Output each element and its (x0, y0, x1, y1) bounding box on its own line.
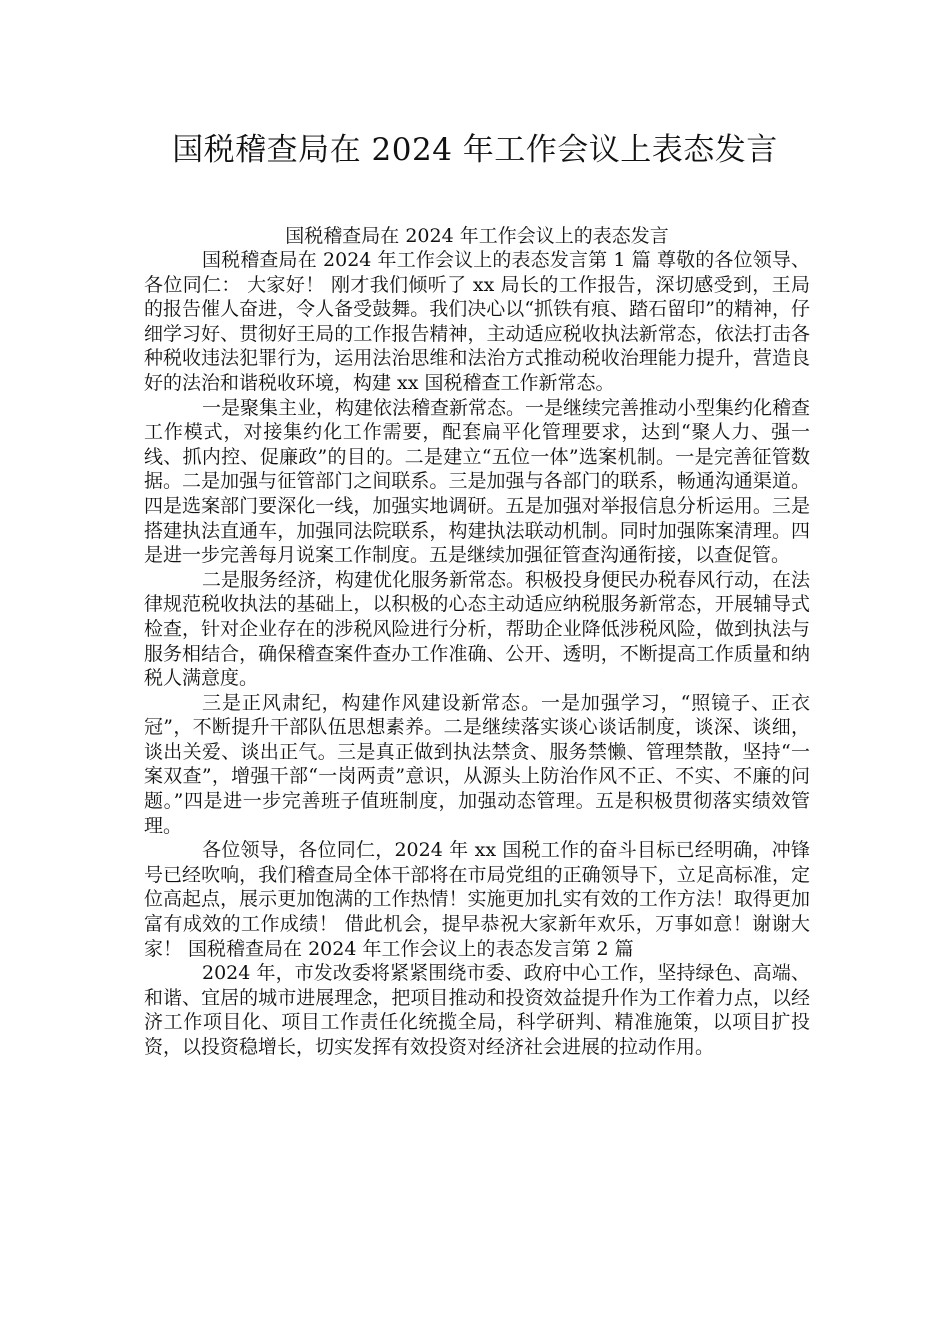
paragraph-second-article: 2024 年，市发改委将紧紧围绕市委、政府中心工作，坚持绿色、高端、和谐、宜居的城市进展理念，把项目推动和投资效益提升作为工作着力点，以经济工作项目化、项目工作责任化统揽全局，科学研判、精准施策，以项目扩投资，以投资稳增长，切实发挥有效投资对经济社会进展的拉动作用。 (144, 962, 810, 1058)
paragraph-point-three: 三是正风肃纪，构建作风建设新常态。一是加强学习，“照镜子、正衣冠”，不断提升干部队伍思想素养。二是继续落实谈心谈话制度，谈深、谈细，谈出关爱、谈出正气。三是真正做到执法禁贪、服务禁懒、管理禁散，坚持“一案双查”，增强干部“一岗两责”意识，从源头上防治作风不正、不实、不廉的问题。”四是进一步完善班子值班制度，加强动态管理。五是积极贯彻落实绩效管理。 (144, 691, 810, 837)
document-subtitle: 国税稽查局在 2024 年工作会议上的表态发言 (285, 225, 669, 247)
paragraph-opening: 国税稽查局在 2024 年工作会议上的表态发言第 1 篇 尊敬的各位领导、各位同仁： 大家好！ 刚才我们倾听了 xx 局长的工作报告，深切感受到，王局的报告催人奋进，令人备受鼓舞。我们决心以“抓铁有痕、踏石留印”的精神，仔细学习好、贯彻好王局的工作报告精神，主动适应税收执法新常态，依法打击各种税收违法犯罪行为，运用法治思维和法治方式推动税收治理能力提升，营造良好的法治和谐税收环境，构建 xx 国税稽查工作新常态。 (144, 249, 810, 394)
paragraph-point-one: 一是聚集主业，构建依法稽查新常态。一是继续完善推动小型集约化稽查工作模式，对接集约化工作需要，配套扁平化管理要求，达到“聚人力、强一线、抓内控、促廉政”的目的。二是建立“五位一体”选案机制。一是完善征管数据。二是加强与征管部门之间联系。三是加强与各部门的联系，畅通沟通渠道。四是选案部门要深化一线，加强实地调研。五是加强对举报信息分析运用。三是搭建执法直通车，加强同法院联系，构建执法联动机制。同时加强陈案清理。四是进一步完善每月说案工作制度。五是继续加强征管查沟通衔接，以查促管。 (144, 396, 811, 567)
paragraph-closing: 各位领导，各位同仁，2024 年 xx 国税工作的奋斗目标已经明确，冲锋号已经吹响，我们稽查局全体干部将在市局党组的正确领导下，立足高标准，定位高起点，展示更加饱满的工作热情！实施更加扎实有效的工作方法！取得更加富有成效的工作成绩！ 借此机会，提早恭祝大家新年欢乐，万事如意！谢谢大家！ 国税稽查局在 2024 年工作会议上的表态发言第 2 篇 (144, 839, 810, 960)
document-body (144, 224, 810, 1060)
document-title: 国税稽查局在 2024 年工作会议上表态发言 (172, 132, 778, 168)
paragraph-point-two: 二是服务经济，构建优化服务新常态。积极投身便民办税春风行动，在法律规范税收执法的基础上，以积极的心态主动适应纳税服务新常态，开展辅导式检查，针对企业存在的涉税风险进行分析，帮助企业降低涉税风险，做到执法与服务相结合，确保稽查案件查办工作准确、公开、透明，不断提高工作质量和纳税人满意度。 (144, 568, 811, 690)
